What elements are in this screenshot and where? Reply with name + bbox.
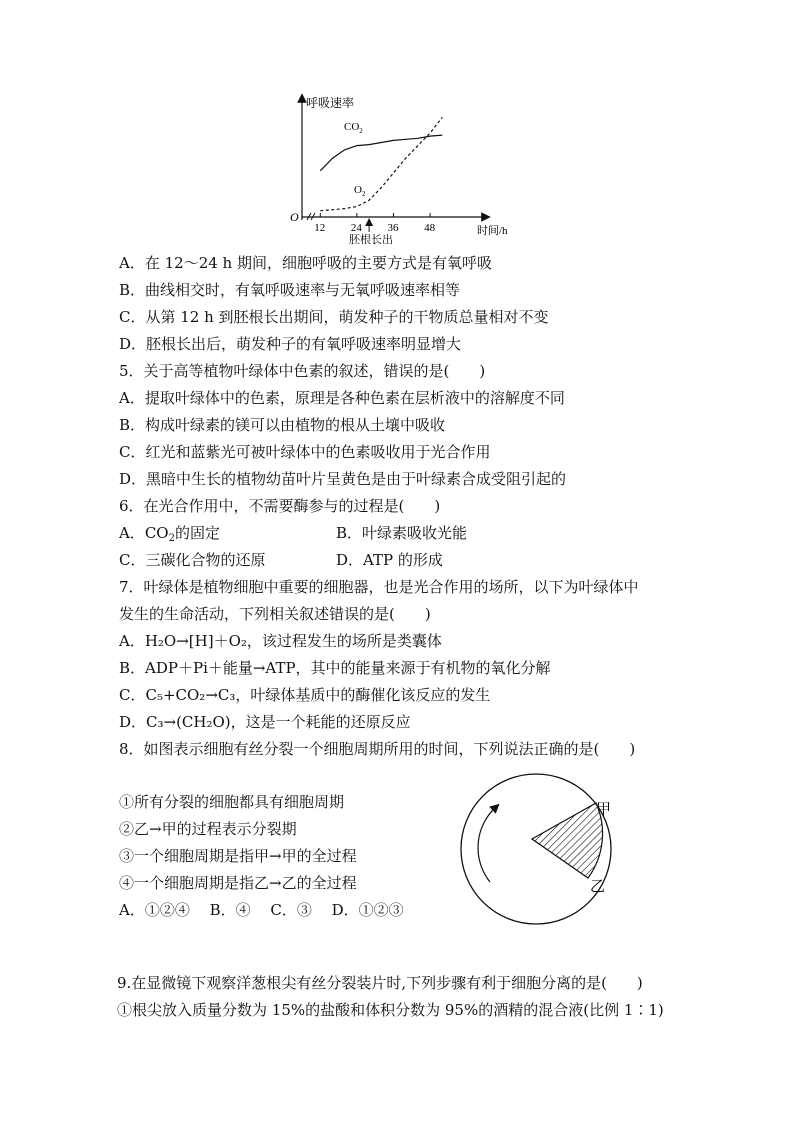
cell-cycle-figure: [450, 770, 630, 930]
q8-options: A．①②④ B．④ C．③ D．①②③: [119, 901, 404, 919]
division-phase-sector: [532, 803, 603, 878]
x-tick-label: 48: [424, 222, 436, 234]
q8-statement-1: ①所有分裂的细胞都具有细胞周期: [119, 793, 345, 811]
x-tick-label: 12: [314, 222, 326, 234]
respiration-chart: [280, 92, 520, 247]
series-label-o2: $O_2$: [354, 184, 366, 198]
label-jia: 甲: [596, 802, 612, 818]
x-tick-label: 24: [350, 222, 362, 234]
q4-option-c: C．从第 12 h 到胚根长出期间，萌发种子的干物质总量相对不变: [119, 308, 549, 326]
q5-stem: 5．关于高等植物叶绿体中色素的叙述，错误的是( ): [119, 362, 486, 380]
q8-stem: 8．如图表示细胞有丝分裂一个细胞周期所用的时间，下列说法正确的是( ): [119, 740, 636, 758]
q4-option-d: D．胚根长出后，萌发种子的有氧呼吸速率明显增大: [119, 335, 462, 353]
q8-statement-2: ②乙→甲的过程表示分裂期: [119, 820, 297, 838]
q9-stem: 9.在显微镜下观察洋葱根尖有丝分裂装片时,下列步骤有利于细胞分离的是( ): [117, 974, 643, 992]
q7-stem-line2: 发生的生命活动，下列相关叙述错误的是( ): [119, 605, 431, 623]
q7-option-d: D．C₃→(CH₂O)，这是一个耗能的还原反应: [119, 713, 411, 731]
q5-option-d: D．黑暗中生长的植物幼苗叶片呈黄色是由于叶绿素合成受阻引起的: [119, 470, 567, 488]
q7-option-b: B．ADP＋Pi＋能量→ATP，其中的能量来源于有机物的氧化分解: [119, 659, 551, 677]
q9-statement-1: ①根尖放入质量分数为 15%的盐酸和体积分数为 95%的酒精的混合液(比例 1∶1): [117, 1001, 664, 1019]
q7-option-a: A．H₂O→[H]＋O₂，该过程发生的场所是类囊体: [119, 632, 442, 650]
q5-option-b: B．构成叶绿素的镁可以由植物的根从土壤中吸收: [119, 416, 446, 434]
q6-option-a: A．$CO_2$的固定: [119, 524, 220, 544]
cycle-direction-arrow: [478, 807, 496, 882]
q6-option-d: D．ATP 的形成: [336, 551, 443, 569]
annotation-label: 胚根长出: [349, 234, 393, 246]
respiration-chart-svg: [280, 92, 520, 247]
q6-stem: 6．在光合作用中，不需要酶参与的过程是( ): [119, 497, 441, 515]
x-axis-label: 时间/h: [477, 225, 508, 237]
x-tick-label: 36: [387, 222, 399, 234]
q8-statement-3: ③一个细胞周期是指甲→甲的全过程: [119, 847, 357, 865]
q5-option-a: A．提取叶绿体中的色素，原理是各种色素在层析液中的溶解度不同: [119, 389, 565, 407]
q4-option-b: B．曲线相交时，有氧呼吸速率与无氧呼吸速率相等: [119, 281, 461, 299]
label-yi: 乙: [590, 879, 606, 895]
o2-curve: [320, 117, 442, 210]
cell-cycle-svg: [450, 770, 630, 930]
origin-label: O: [290, 210, 299, 224]
q5-option-c: C．红光和蓝紫光可被叶绿体中的色素吸收用于光合作用: [119, 443, 491, 461]
q6-option-c: C．三碳化合物的还原: [119, 551, 266, 569]
q6-option-b: B．叶绿素吸收光能: [336, 524, 468, 542]
y-axis-label: 呼吸速率: [306, 96, 355, 110]
q8-statement-4: ④一个细胞周期是指乙→乙的全过程: [119, 874, 357, 892]
q4-option-a: A．在 12～24 h 期间，细胞呼吸的主要方式是有氧呼吸: [119, 254, 492, 272]
q7-option-c: C．C₅+CO₂→C₃，叶绿体基质中的酶催化该反应的发生: [119, 686, 491, 704]
x-tick-marks: [314, 213, 435, 234]
co2-curve: [320, 135, 442, 171]
q7-stem-line1: 7．叶绿体是植物细胞中重要的细胞器，也是光合作用的场所，以下为叶绿体中: [119, 578, 639, 596]
series-label-co2: $CO_2$: [344, 121, 363, 135]
